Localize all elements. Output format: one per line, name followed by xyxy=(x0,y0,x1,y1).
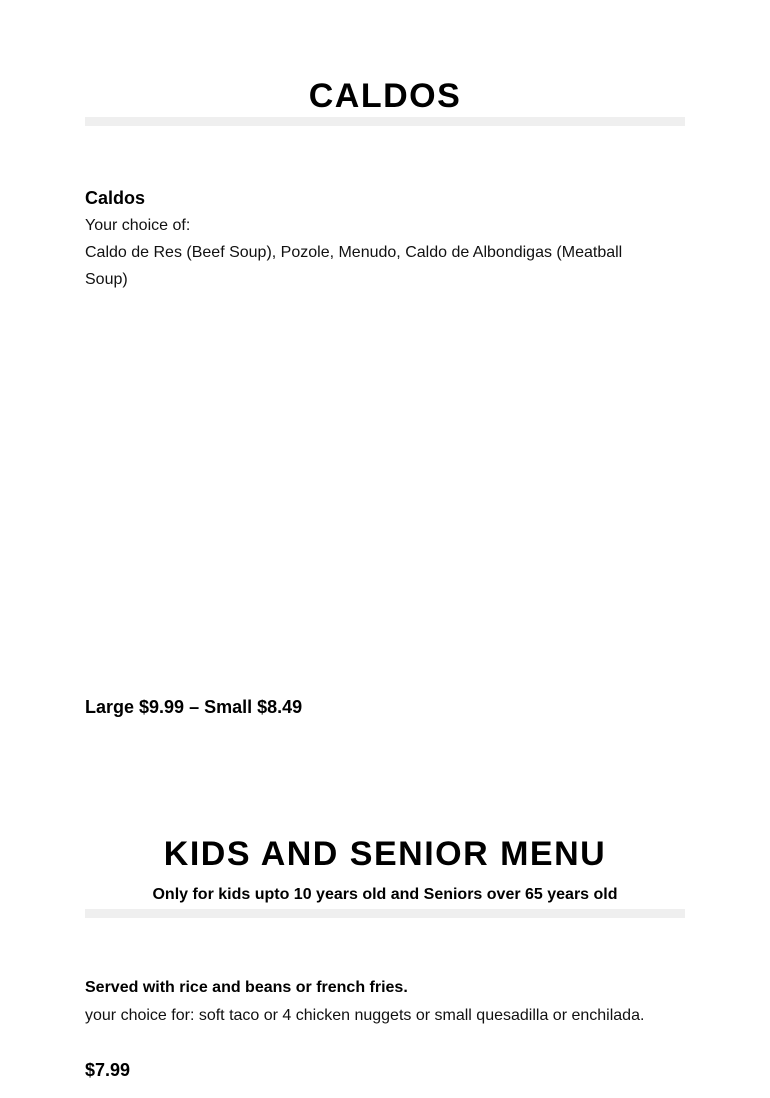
kids-section-subtitle: Only for kids upto 10 years old and Seniors over 65 years old xyxy=(152,886,618,903)
caldos-options-text: Caldo de Res (Beef Soup), Pozole, Menudo, Caldo de Albondigas (Meatball Soup) xyxy=(85,244,623,288)
kids-price: $7.99 xyxy=(85,1060,131,1080)
kids-section-title: KIDS AND SENIOR MENU xyxy=(163,835,607,873)
caldos-section-title: CALDOS xyxy=(308,77,462,115)
kids-choices-text: your choice for: soft taco or 4 chicken nuggets or small quesadilla or enchilada. xyxy=(85,1007,645,1024)
caldos-divider xyxy=(85,117,685,126)
caldos-price: Large $9.99 – Small $8.49 xyxy=(85,697,303,717)
caldos-item-name: Caldos xyxy=(85,188,146,208)
kids-divider xyxy=(85,909,685,918)
caldos-intro-text: Your choice of: xyxy=(85,217,191,234)
kids-served-with: Served with rice and beans or french fries. xyxy=(85,979,408,996)
